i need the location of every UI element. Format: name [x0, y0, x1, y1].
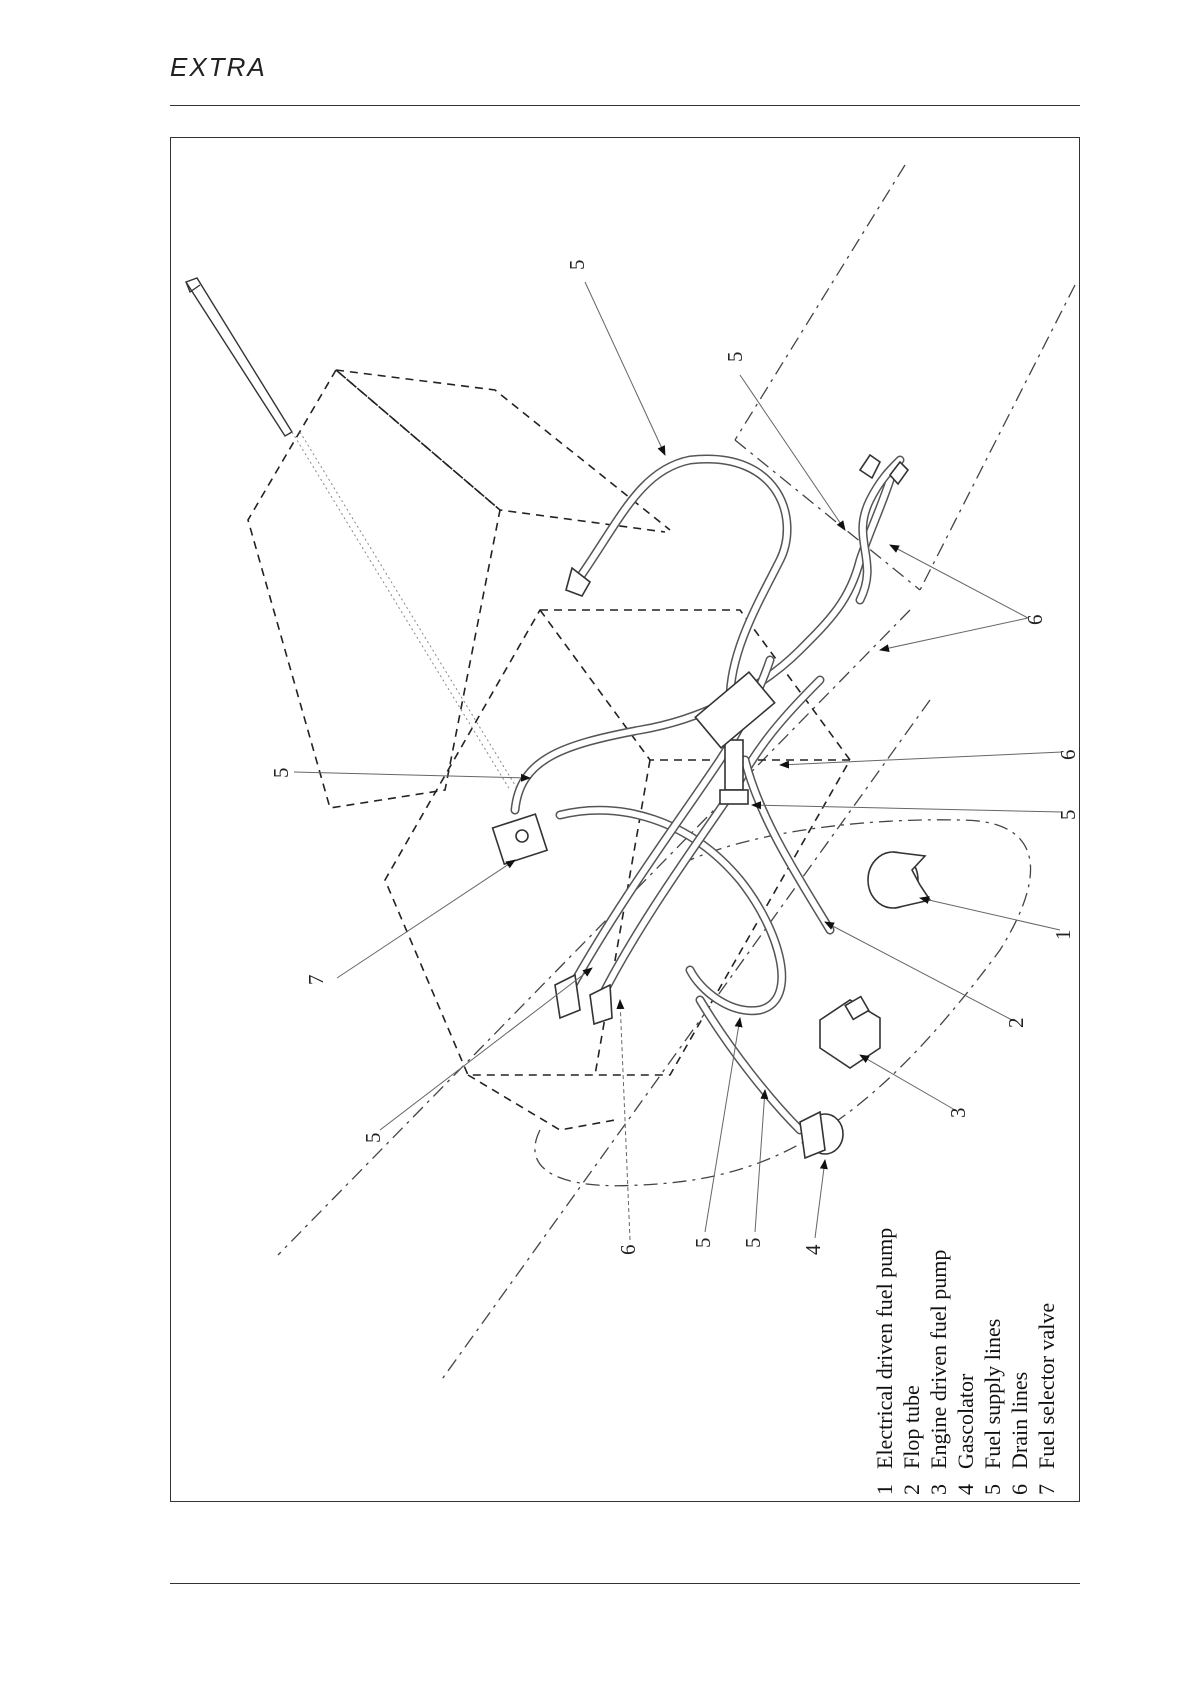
callout-3: 3	[946, 1107, 970, 1118]
svg-text:7: 7	[1034, 1484, 1059, 1495]
legend-item-3	[926, 1250, 951, 1495]
legend-item-1	[872, 1228, 897, 1495]
callout-5: 5	[723, 351, 747, 362]
callout-7: 7	[304, 974, 328, 985]
callout-5: 5	[269, 767, 293, 778]
svg-text:Flop tube: Flop tube	[899, 1385, 924, 1469]
reference-lines	[278, 165, 1075, 1382]
callout-5: 5	[565, 259, 589, 270]
svg-text:3: 3	[926, 1484, 951, 1495]
callout-6: 6	[1056, 749, 1080, 760]
svg-text:Fuel selector valve: Fuel selector valve	[1034, 1302, 1059, 1469]
legend-item-6	[1007, 1372, 1032, 1495]
legend-item-4	[953, 1373, 978, 1495]
callout-4: 4	[801, 1244, 825, 1255]
callout-5: 5	[691, 1237, 715, 1248]
legend-item-7	[1034, 1303, 1059, 1495]
svg-text:6: 6	[1007, 1484, 1032, 1495]
callout-1: 1	[1051, 929, 1075, 940]
legend	[872, 1228, 1059, 1495]
legend-item-2	[899, 1385, 924, 1495]
svg-text:Electrical driven fuel pump: Electrical driven fuel pump	[872, 1227, 897, 1469]
callout-2: 2	[1004, 1017, 1028, 1028]
callout-5: 5	[361, 1132, 385, 1143]
svg-text:Gascolator: Gascolator	[953, 1373, 978, 1469]
svg-text:4: 4	[953, 1484, 978, 1495]
flop-tube-rod	[186, 278, 518, 790]
svg-text:Engine driven fuel pump: Engine driven fuel pump	[926, 1249, 951, 1469]
svg-text:2: 2	[899, 1484, 924, 1495]
callout-6: 6	[1023, 614, 1047, 625]
svg-text:1: 1	[872, 1484, 897, 1495]
svg-text:Fuel supply lines: Fuel supply lines	[980, 1318, 1005, 1469]
leader-lines	[294, 282, 1062, 1240]
legend-item-5	[980, 1319, 1005, 1495]
callout-5: 5	[741, 1237, 765, 1248]
extra-logo: EXTRA	[170, 52, 267, 82]
svg-text:Drain lines: Drain lines	[1007, 1371, 1032, 1469]
svg-text:5: 5	[980, 1484, 1005, 1495]
callout-6: 6	[616, 1244, 640, 1255]
callout-5: 5	[1056, 809, 1080, 820]
